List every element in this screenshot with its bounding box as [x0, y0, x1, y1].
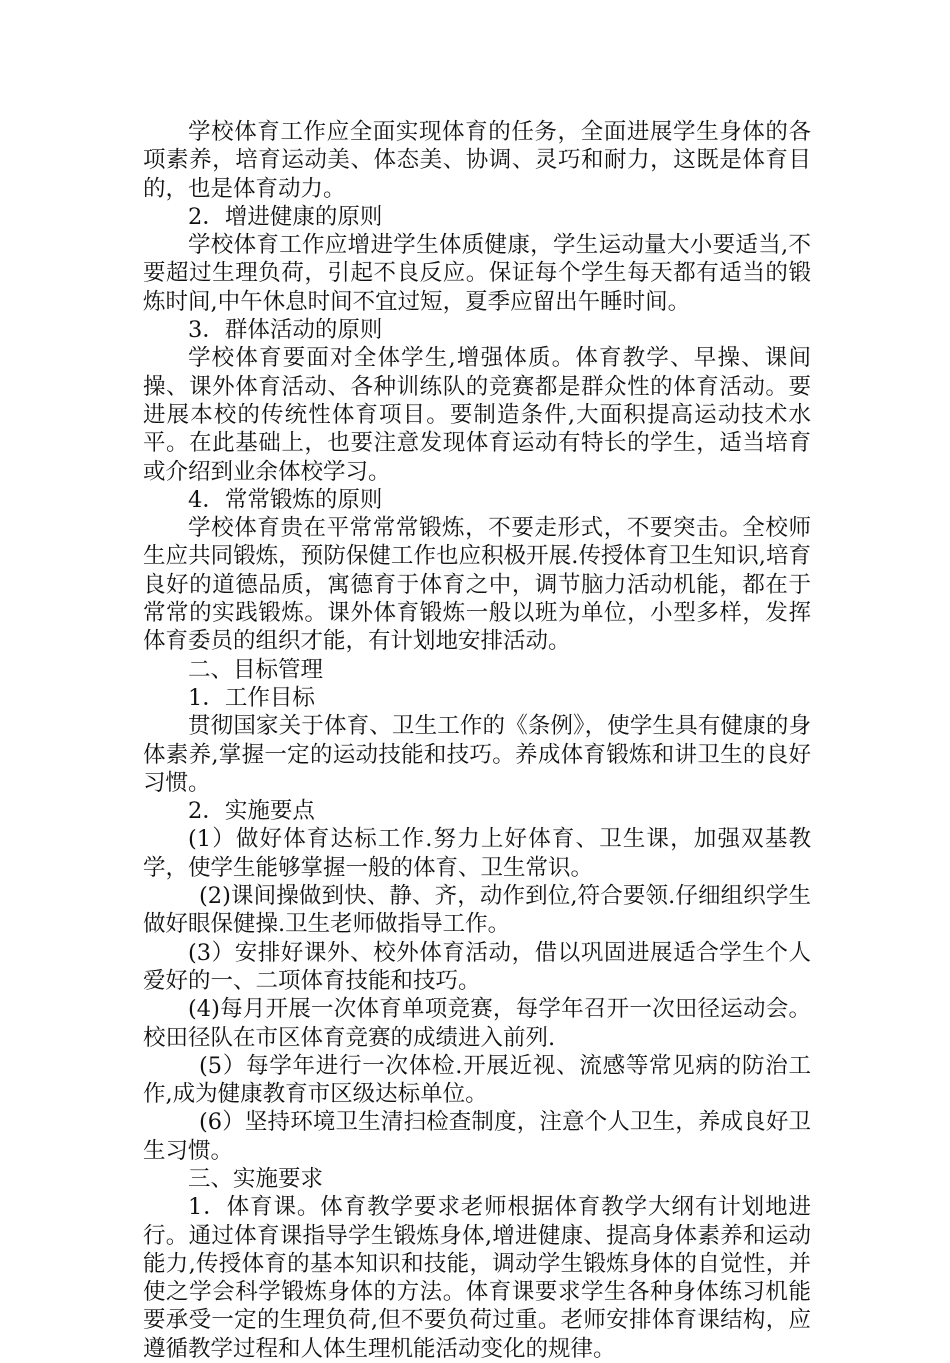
paragraph: 学校体育贵在平常常常锻炼，不要走形式，不要突击。全校师生应共同锻炼，预防保健工作也应积极开展.传授体育卫生知识,培育良好的道德品质，寓德育于体育之中，调节脑力活动机能，都在于常常的实践锻炼。课外体育锻炼一般以班为单位，小型多样，发挥体育委员的组织才能，有计划地安排活动。: [143, 515, 811, 655]
section-heading: 1．工作目标: [188, 684, 315, 711]
list-item: (1）做好体育达标工作.努力上好体育、卫生课，加强双基教学，使学生能够掌握一般的体育、卫生常识。: [143, 826, 811, 881]
list-item: (6）坚持环境卫生清扫检查制度，注意个人卫生，养成良好卫生习惯。: [143, 1109, 811, 1164]
chapter-heading: 二、目标管理: [188, 656, 324, 683]
paragraph: 学校体育工作应增进学生体质健康，学生运动量大小要适当,不要超过生理负荷，引起不良反应。保证每个学生每天都有适当的锻炼时间,中午休息时间不宜过短，夏季应留出午睡时间。: [143, 232, 811, 315]
chapter-heading: 三、实施要求: [188, 1165, 324, 1192]
paragraph: 1．体育课。体育教学要求老师根据体育教学大纲有计划地进行。通过体育课指导学生锻炼身体,增进健康、提高身体素养和运动能力,传授体育的基本知识和技能，调动学生锻炼身体的自觉性，并使之学会科学锻炼身体的方法。体育课要求学生各种身体练习机能要承受一定的生理负荷,但不要负荷过重。老师安排体育课结构，应遵循教学过程和人体生理机能活动变化的规律。: [143, 1194, 811, 1362]
section-heading: 4．常常锻炼的原则: [188, 486, 383, 513]
section-heading: 3．群体活动的原则: [188, 317, 383, 344]
section-heading: 2．增进健康的原则: [188, 203, 383, 230]
list-item: (5）每学年进行一次体检.开展近视、流感等常见病的防治工作,成为健康教育市区级达标单位。: [143, 1052, 811, 1108]
list-item: (4)每月开展一次体育单项竞赛，每学年召开一次田径运动会。校田径队在市区体育竞赛的成绩进入前列.: [143, 996, 811, 1051]
list-item: (3）安排好课外、校外体育活动，借以巩固进展适合学生个人爱好的一、二项体育技能和技巧。: [143, 939, 811, 994]
section-heading: 2．实施要点: [188, 798, 315, 825]
paragraph: 贯彻国家关于体育、卫生工作的《条例》，使学生具有健康的身体素养,掌握一定的运动技能和技巧。养成体育锻炼和讲卫生的良好习惯。: [143, 713, 811, 796]
list-item: (2)课间操做到快、静、齐，动作到位,符合要领.仔细组织学生做好眼保健操.卫生老师做指导工作。: [143, 883, 811, 938]
paragraph: 学校体育要面对全体学生,增强体质。体育教学、早操、课间操、课外体育活动、各种训练队的竞赛都是群众性的体育活动。要进展本校的传统性体育项目。要制造条件,大面积提高运动技术水平。在此基础上，也要注意发现体育运动有特长的学生，适当培育或介绍到业余体校学习。: [143, 345, 811, 485]
document-body: [143, 118, 811, 1363]
paragraph: 学校体育工作应全面实现体育的任务，全面进展学生身体的各项素养，培育运动美、体态美、协调、灵巧和耐力，这既是体育目的，也是体育动力。: [143, 119, 811, 202]
